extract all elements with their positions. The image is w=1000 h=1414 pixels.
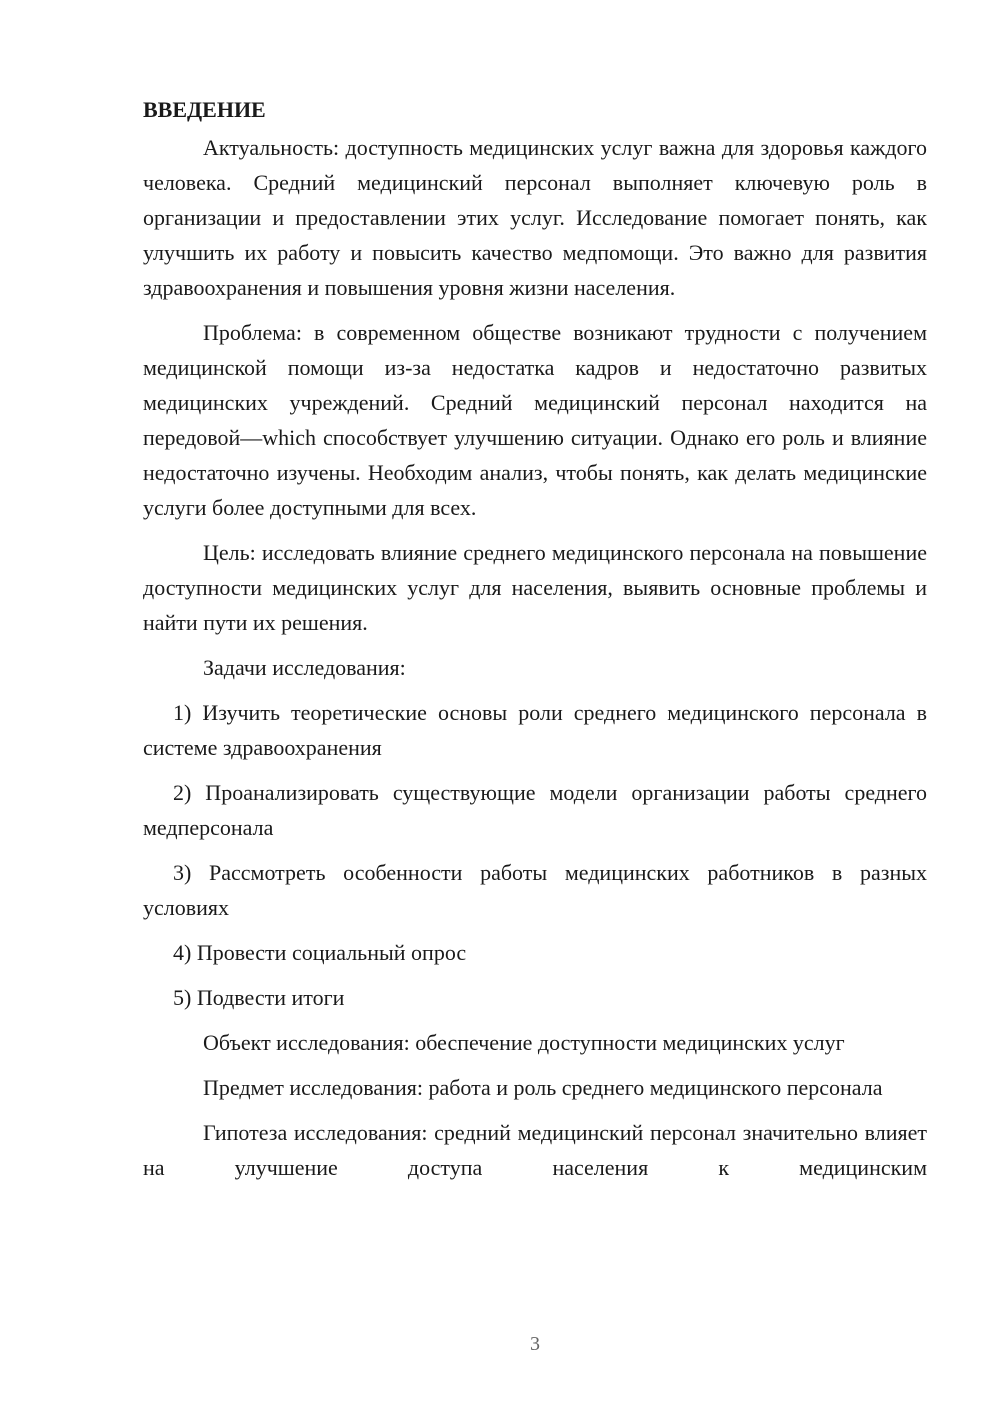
page-number: 3 <box>530 1333 540 1355</box>
page-body <box>143 92 927 1185</box>
task-item: 5) Подвести итоги <box>173 985 345 1010</box>
tasks-heading: Задачи исследования: <box>203 655 406 680</box>
hypothesis-paragraph: Гипотеза исследования: средний медицинский персонал значительно влияет на улучшение доступа населения к медицинским <box>143 1120 927 1180</box>
task-item: 1) Изучить теоретические основы роли среднего медицинского персонала в системе здравоохранения <box>143 700 927 760</box>
problem-paragraph: Проблема: в современном обществе возникают трудности с получением медицинской помощи из-за недостатка кадров и недостаточно развитых медицинских учреждений. Средний медицинский персонал находится на передовой—which способствует улучшению ситуации. Однако его роль и влияние недостаточно изучены. Необходим анализ, чтобы понять, как делать медицинские услуги более доступными для всех. <box>143 320 927 520</box>
task-item: 3) Рассмотреть особенности работы медицинских работников в разных условиях <box>143 860 927 920</box>
goal-paragraph: Цель: исследовать влияние среднего медицинского персонала на повышение доступности медицинских услуг для населения, выявить основные проблемы и найти пути их решения. <box>143 540 927 635</box>
task-item: 2) Проанализировать существующие модели организации работы среднего медперсонала <box>143 780 927 840</box>
relevance-paragraph: Актуальность: доступность медицинских услуг важна для здоровья каждого человека. Средний медицинский персонал выполняет ключевую роль в организации и предоставлении этих услуг. Исследование помогает понять, как улучшить их работу и повысить качество медпомощи. Это важно для развития здравоохранения и повышения уровня жизни населения. <box>143 135 927 300</box>
page-title: ВВЕДЕНИЕ <box>143 97 266 122</box>
subject-paragraph: Предмет исследования: работа и роль среднего медицинского персонала <box>203 1075 883 1100</box>
object-paragraph: Объект исследования: обеспечение доступности медицинских услуг <box>203 1030 845 1055</box>
task-item: 4) Провести социальный опрос <box>173 940 467 965</box>
